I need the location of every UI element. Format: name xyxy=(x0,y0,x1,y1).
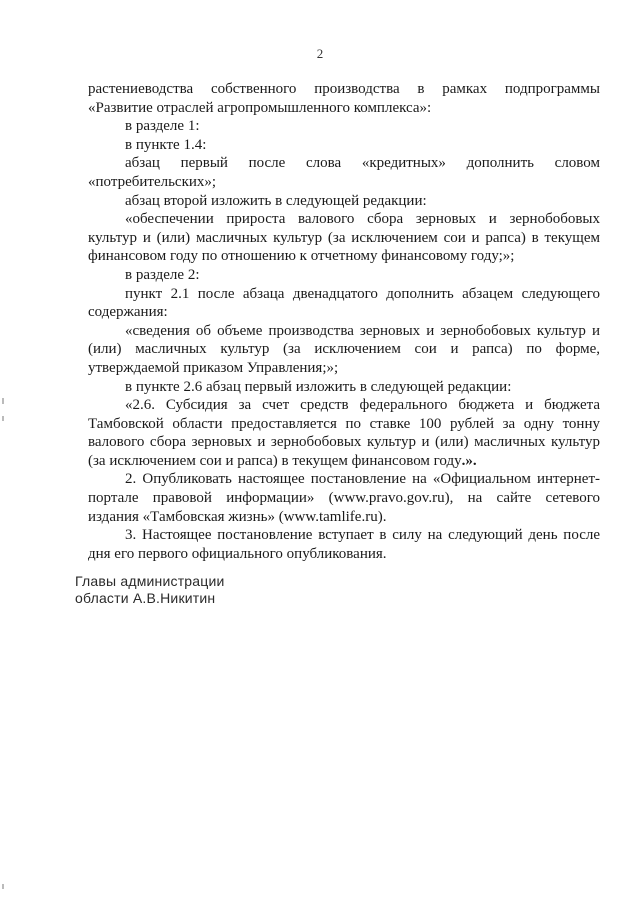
paragraph-line: «Развитие отраслей агропромышленного комплекса»: xyxy=(88,99,432,116)
paragraph-line: (или) масличных культур (за исключением сои и рапса) по форме, xyxy=(88,341,600,358)
paragraph-line: растениеводства собственного производства в рамках подпрограммы xyxy=(88,81,600,97)
paragraph-line: утверждаемой приказом Управления;»; xyxy=(88,359,339,376)
paragraph-line: «2.6. Субсидия за счет средств федерального бюджета и бюджета xyxy=(125,397,600,414)
paragraph-line: в пункте 2.6 абзац первый изложить в следующей редакции: xyxy=(125,378,512,395)
paragraph-line: Тамбовской области предоставляется по ставке 100 рублей за одну тонну xyxy=(88,415,600,432)
document-body xyxy=(88,80,600,563)
signature-title: Главы администрации xyxy=(75,573,225,589)
paragraph-line: в пункте 1.4: xyxy=(125,136,207,153)
signature-block xyxy=(75,573,225,607)
paragraph-line: издания «Тамбовская жизнь» (www.tamlife.ru). xyxy=(88,508,387,525)
paragraph-line: в разделе 1: xyxy=(125,118,200,135)
paragraph-line: валового сбора зерновых и зернобобовых культур и (или) масличных культур xyxy=(88,434,600,451)
scan-margin-mark xyxy=(2,416,4,421)
paragraph-line: финансовом году по отношению к отчетному финансовому году;»; xyxy=(88,248,515,265)
paragraph-line: «потребительских»; xyxy=(88,173,217,190)
paragraph-line: абзац второй изложить в следующей редакции: xyxy=(125,192,427,209)
paragraph-line: пункт 2.1 после абзаца двенадцатого дополнить абзацем следующего xyxy=(125,285,600,302)
paragraph-line: 3. Настоящее постановление вступает в силу на следующий день после xyxy=(125,527,600,544)
paragraph-line: портале правовой информации» (www.pravo.gov.ru), на сайте сетевого xyxy=(88,490,600,507)
scan-margin-mark xyxy=(2,398,4,404)
paragraph-line: абзац первый после слова «кредитных» дополнить словом xyxy=(125,155,600,172)
scan-margin-mark xyxy=(2,884,4,889)
paragraph-line: «обеспечении прироста валового сбора зерновых и зернобобовых xyxy=(125,211,600,228)
signature-name: области А.В.Никитин xyxy=(75,590,216,606)
paragraph-line: культур и (или) масличных культур (за исключением сои и рапса) в текущем xyxy=(88,229,600,246)
paragraph-line: (за исключением сои и рапса) в текущем финансовом году.». xyxy=(88,452,477,469)
paragraph-line: «сведения об объеме производства зерновых и зернобобовых культур и xyxy=(125,322,600,339)
paragraph-line: в разделе 2: xyxy=(125,266,200,283)
paragraph-line: содержания: xyxy=(88,304,168,321)
page-number: 2 xyxy=(316,46,324,61)
paragraph-line: 2. Опубликовать настоящее постановление на «Официальном интернет- xyxy=(125,471,600,488)
paragraph-line: дня его первого официального опубликования. xyxy=(88,545,387,562)
